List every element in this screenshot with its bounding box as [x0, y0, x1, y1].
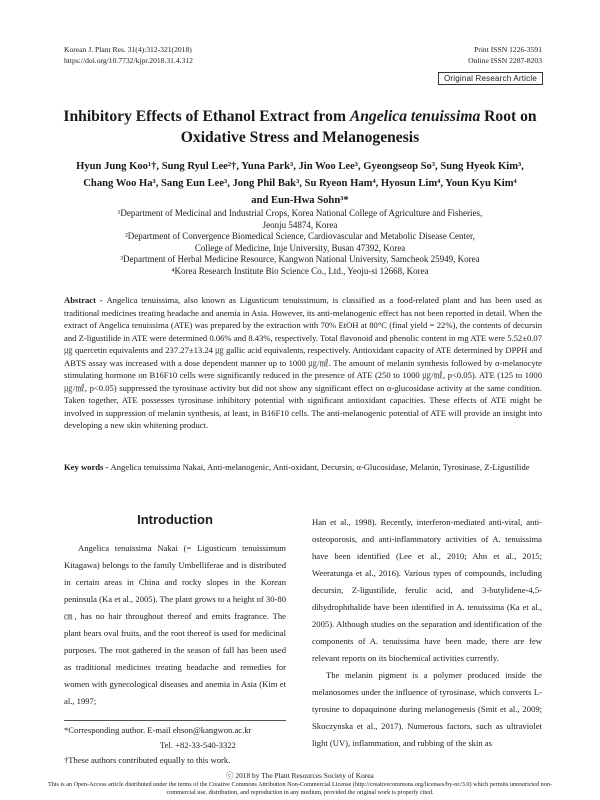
authors-line: and Eun-Hwa Sohn³* [251, 195, 349, 206]
affiliations [64, 208, 536, 277]
title-species: Angelica tenuissima [349, 108, 481, 125]
intro-paragraph-continued: Han et al., 1998). Recently, interferon-mediated anti-viral, anti-osteoporosis, and anti-inflammatory activities of A. tenuissima have been identified (Lee et al., 2010; Ahn et al., 2015; Weeratunga et al., 2016). Various types of compounds, including decursin, Z-ligustilide, ferulic acid, and 3-butylidene-4,5-dihydrophthalide have been identified in A. tenuissima (Ka et al., 2005). Although studies on the separation and identification of the components of A. tenuissima have been made, there are few relevant reports on its biochemical activities currently. [312, 517, 542, 663]
footnote-divider [64, 720, 286, 721]
journal-citation: Korean J. Plant Res. 31(4):312-321(2018) [64, 45, 192, 54]
abstract-text: Angelica tenuissima, also known as Ligusticum tenuissimum, is classified as a food-related plant and has been used as traditional medicines treating headache and anemia in Asia. However, its anti-melanogenic effect has not been reported in detail. When the extract of Angelica tenuissima (ATE) was prepared by the extraction with 70% EtOH at 80°C (final yield = 22%), the contents of decursin and Z-ligustilide in ATE were determined 0.06% and 8.43%, respectively. Total flavonoid and phenolic content in mg ATE were 5.52±0.07 ㎍ quercetin equivalents and 237.27±13.24 ㎍ gallic acid equivalents, respectively. Antioxidant capacity of ATE determined by DPPH and ABTS assay was increased with a dose dependent manner up to 1000 ㎍/㎖. The amount of melanin synthesis followed by α-melanocyte stimulating hormone on B16F10 cells were significantly reduced in the presence of ATE (250 to 1000 ㎍/㎖, p<0.05). ATE (125 to 1000 ㎍/㎖, p<0.05) suppressed the tyrosinase activity but did not show any significant effect on α-glucosidase activity at the same condition. Taken together, ATE possesses tyrosinase inhibitory potential with significant antioxidant capacities. These effects of ATE might be involved in suppression of melanin synthesis, at least, in B16F10 cells. The anti-melanogenic potential of ATE will provide an insight into developing a new skin whitening product. [64, 295, 542, 430]
affiliation-line: ¹Department of Medicinal and Industrial Crops, Korea National College of Agriculture and Fisheries, [117, 208, 483, 218]
print-issn: Print ISSN 1226-3591 [474, 45, 542, 54]
keywords-text: Angelica tenuissima Nakai, Anti-melanogenic, Anti-oxidant, Decursin, α-Glucosidase, Melanin, Tyrosinase, Z-Ligustilide [110, 462, 530, 472]
intro-paragraph: Angelica tenuissima Nakai (= Ligusticum tenuissimum Kitagawa) belongs to the family Umbelliferae and is distributed in certain areas in China and rocky slopes in the Korean peninsula (Ka et al., 2005). The plant grows to a height of 30-80 ㎝, has no hair throughout thereof and emits fragrance. The plant bears oval fruits, and the root thereof is used for medicinal purposes. The root gathered in the season of fall has been used as traditional medicines treating headache and remedies for women with gynecological diseases and anemia in Asia (Kim et al., 1997; [64, 543, 286, 706]
right-column [312, 514, 542, 752]
corresponding-author-tel: Tel. +82-33-540-3322 [160, 740, 236, 750]
keywords-label: Key words - [64, 462, 111, 472]
article-type-label: Original Research Article [443, 74, 537, 83]
abstract-label: Abstract - [64, 295, 107, 305]
affiliation-line: ³Department of Herbal Medicine Resource, Kangwon National University, Samcheok 25949, Korea [120, 254, 480, 264]
author-list [60, 158, 540, 209]
online-issn: Online ISSN 2287-8203 [468, 56, 542, 65]
license-text: This is an Open-Access article distributed under the terms of the Creative Commons Attribution Non-Commercial License (http://creativecommons.org/licenses/by-nc/3.0) which permits unrestricted non-commercial use, distribution, and reproduction in any medium, provided the original work is properly cited. [47, 781, 553, 796]
keywords [64, 461, 542, 474]
intro-paragraph: The melanin pigment is a polymer produced inside the melanosomes under the influence of tyrosinase, which converts L-tyrosine to dopaquinone during melanogenesis (Smit et al., 2009; Skoczynska et al., 2017). Numerous factors, such as ultraviolet light (UV), inflammation, and rubbing of the skin as [312, 670, 542, 748]
authors-line: Chang Woo Ha³, Sang Eun Lee³, Jong Phil Bak³, Su Ryeon Ham⁴, Hyosun Lim⁴, Youn Kyu Kim⁴ [83, 178, 517, 189]
article-type-badge [438, 72, 543, 85]
footnotes [64, 723, 294, 768]
journal-header-left [64, 44, 193, 66]
journal-header-right [468, 44, 542, 66]
authors-line: Hyun Jung Koo¹†, Sung Ryul Lee²†, Yuna Park³, Jin Woo Lee³, Gyeongseop So³, Sung Hyeok Kim³, [76, 161, 524, 172]
abstract [64, 294, 542, 432]
corresponding-author-note: *Corresponding author. E-mail ehson@kangwon.ac.kr [64, 725, 252, 735]
affiliation-line: ²Department of Convergence Biomedical Science, Cardiovascular and Metabolic Disease Center, [125, 231, 475, 241]
paper-title: Inhibitory Effects of Ethanol Extract from Angelica tenuissima Root on Oxidative Stress and Melanogenesis [63, 108, 537, 146]
introduction-heading: Introduction [137, 512, 213, 527]
equal-contribution-note: †These authors contributed equally to this work. [64, 755, 231, 765]
affiliation-line: Jeonju 54874, Korea [262, 219, 338, 230]
affiliation-line: College of Medicine, Inje University, Busan 47392, Korea [194, 242, 406, 253]
doi-link[interactable]: https://doi.org/10.7732/kjpr.2018.31.4.312 [64, 56, 193, 65]
left-column [64, 512, 286, 710]
affiliation-line: ⁴Korea Research Institute Bio Science Co., Ltd., Yeoju-si 12668, Korea [171, 265, 429, 276]
copyright-line: ⓒ 2018 by The Plant Resources Society of Korea [226, 771, 374, 780]
